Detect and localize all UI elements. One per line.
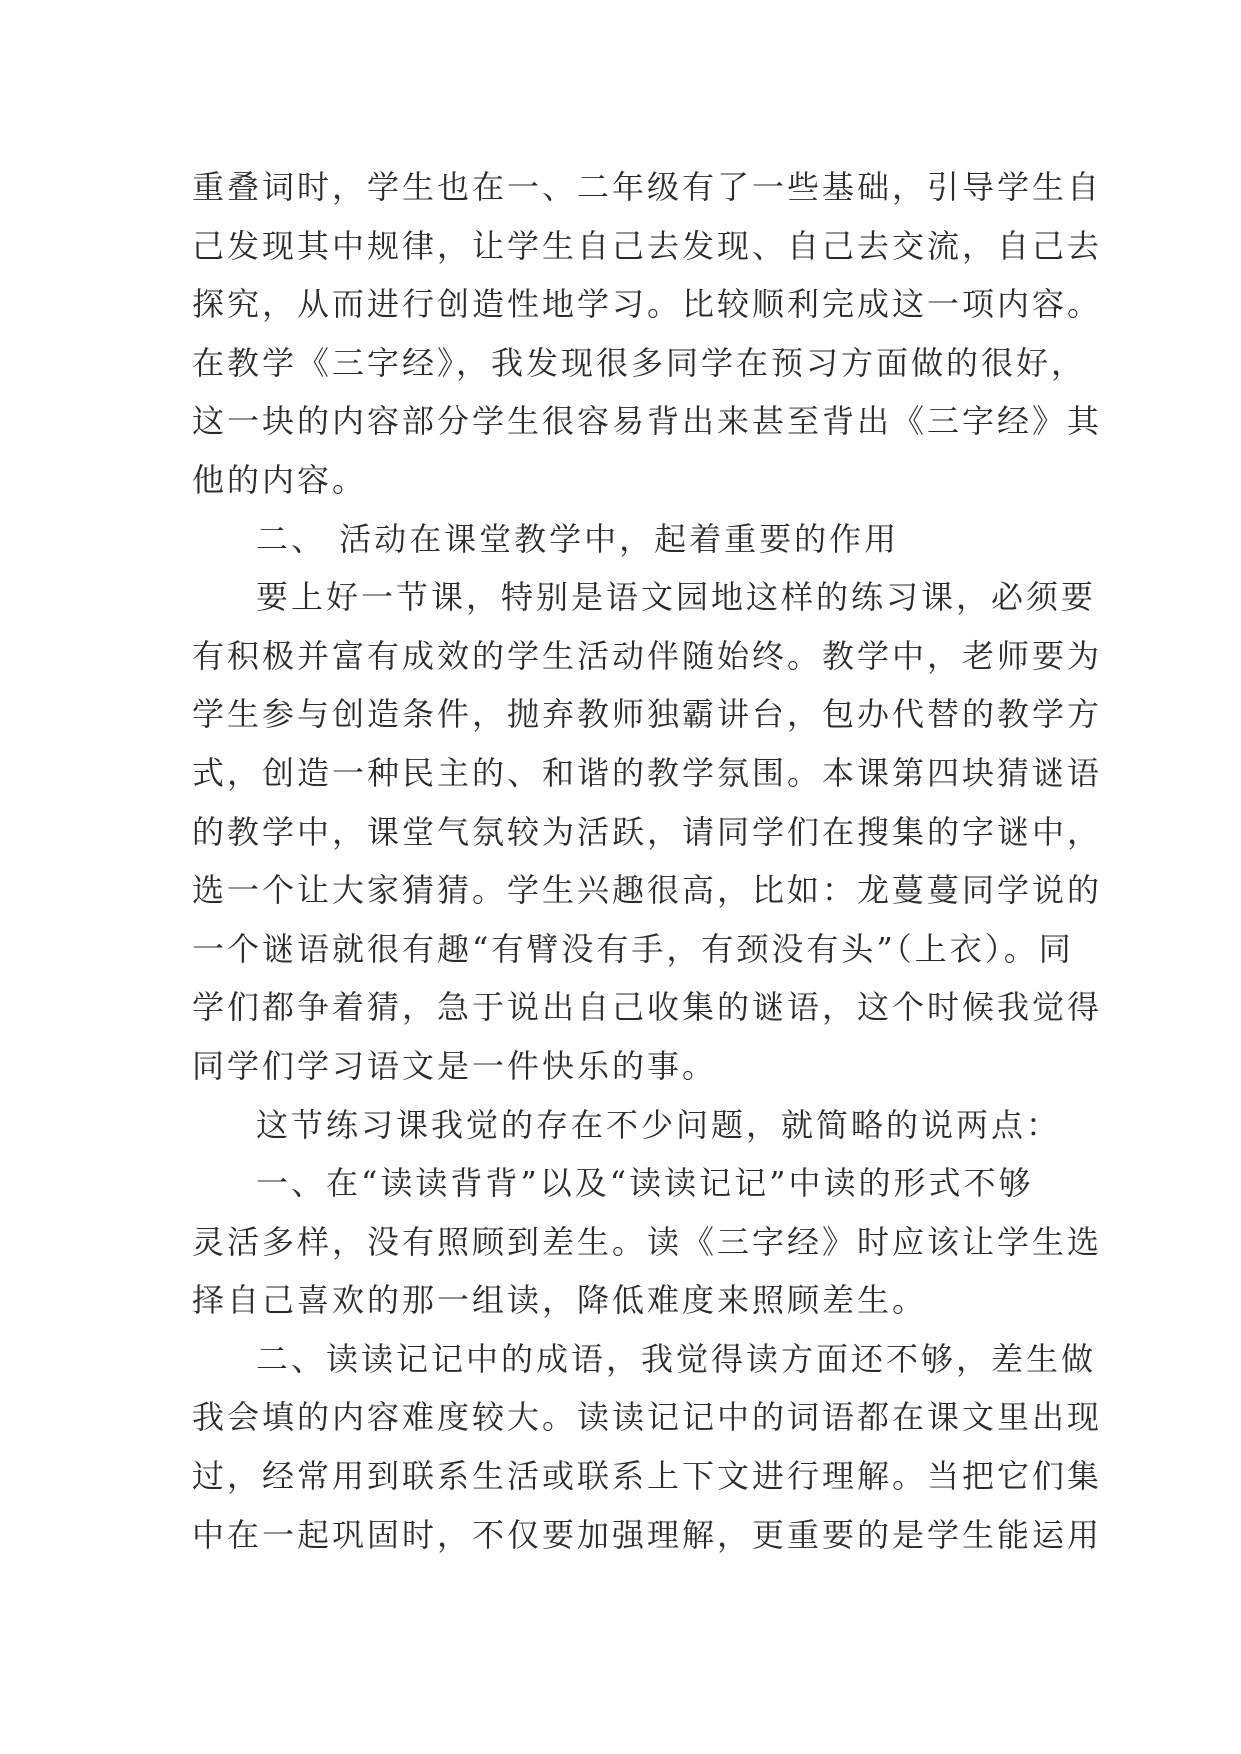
text-line: 二、读读记记中的成语，我觉得读方面还不够，差生做 [256,1339,1097,1378]
text-line: 式，创造一种民主的、和谐的教学氛围。本课第四块猜谜语 [192,753,1103,792]
section-heading: 二、 活动在课堂教学中，起着重要的作用 [256,519,900,558]
text-line: 在教学《三字经》，我发现很多同学在预习方面做的很好， [192,343,1087,382]
text-line: 探究，从而进行创造性地学习。比较顺利完成这一项内容。 [192,285,1103,324]
text-line: 他的内容。 [192,460,368,499]
text-line: 要上好一节课，特别是语文园地这样的练习课，必须要 [256,578,1097,617]
text-line: 己发现其中规律，让学生自己去发现、自己去交流，自己去 [192,226,1103,265]
text-line: 灵活多样，没有照顾到差生。读《三字经》时应该让学生选 [192,1222,1103,1261]
body-text [192,158,1103,1564]
text-line: 一、在“读读背背”以及“读读记记”中读的形式不够 [256,1164,1034,1203]
text-line: 这一块的内容部分学生很容易背出来甚至背出《三字经》其 [192,402,1103,441]
text-line: 一个谜语就很有趣“有臂没有手，有颈没有头”（上衣）。同 [192,929,1074,968]
text-line: 择自己喜欢的那一组读，降低难度来照顾差生。 [192,1281,928,1320]
text-line: 重叠词时，学生也在一、二年级有了一些基础，引导学生自 [192,168,1103,206]
text-line: 学生参与创造条件，抛弃教师独霸讲台，包办代替的教学方 [192,695,1103,734]
text-line: 的教学中，课堂气氛较为活跃，请同学们在搜集的字谜中， [192,812,1103,851]
text-line: 这节练习课我觉的存在不少问题，就简略的说两点： [256,1105,1062,1144]
text-line: 学们都争着猜，急于说出自己收集的谜语，这个时候我觉得 [192,988,1103,1027]
text-line: 中在一起巩固时，不仅要加强理解，更重要的是学生能运用 [192,1515,1103,1554]
text-line: 选一个让大家猜猜。学生兴趣很高，比如：龙蔓蔓同学说的 [192,871,1103,910]
text-line: 我会填的内容难度较大。读读记记中的词语都在课文里出现 [192,1398,1103,1437]
text-line: 同学们学习语文是一件快乐的事。 [192,1046,718,1085]
text-line: 过，经常用到联系生活或联系上下文进行理解。当把它们集 [192,1457,1103,1496]
text-line: 有积极并富有成效的学生活动伴随始终。教学中，老师要为 [192,636,1103,675]
